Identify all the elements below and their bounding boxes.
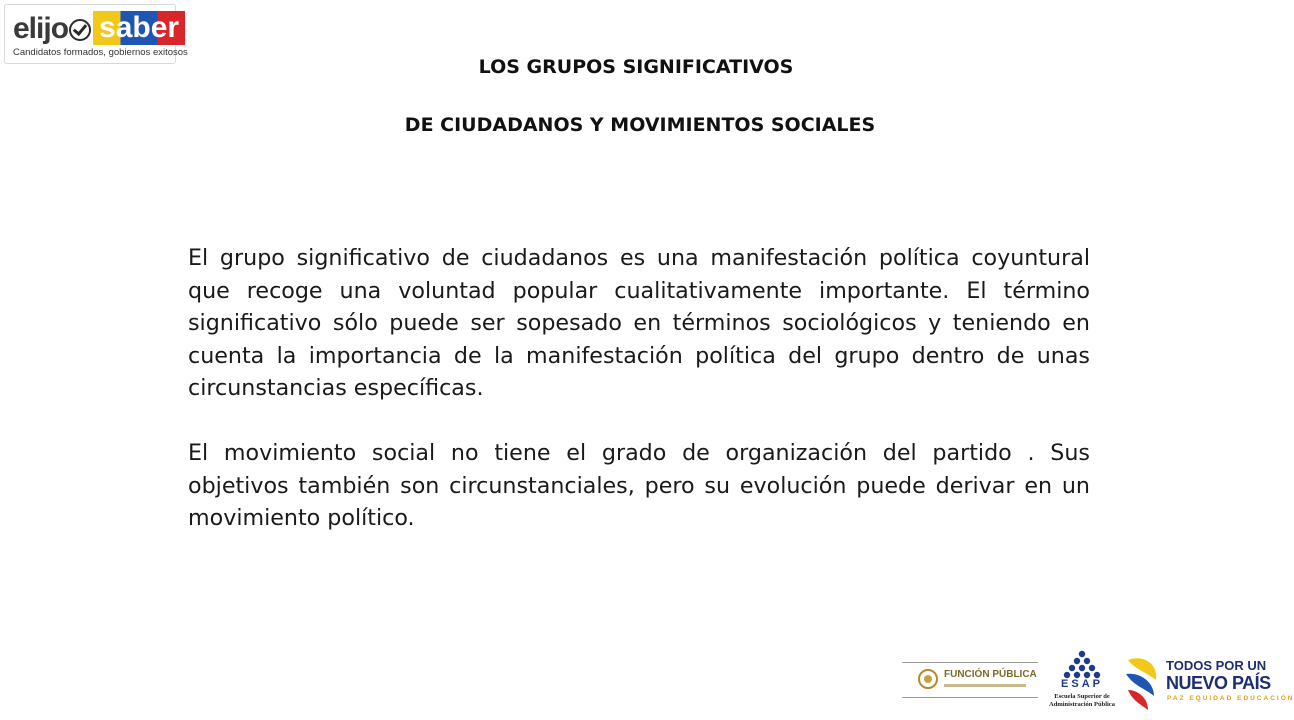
colombia-flag-swoosh-icon (1122, 652, 1162, 712)
esap-logo (1046, 648, 1118, 712)
slide-title-line-1: LOS GRUPOS SIGNIFICATIVOS (478, 56, 794, 78)
slide-title-line-2: DE CIUDADANOS Y MOVIMIENTOS SOCIALES (404, 114, 876, 136)
gov-slogan-line-2: NUEVO PAÍS (1166, 673, 1271, 693)
slide-body (188, 242, 1090, 535)
coat-of-arms-icon (918, 669, 938, 689)
todos-por-un-nuevo-pais-logo (1122, 652, 1294, 714)
funcion-publica-logo (902, 662, 1038, 698)
gov-slogan-line-3: PAZ EQUIDAD EDUCACIÓN (1167, 695, 1294, 702)
logo-wordmark (13, 9, 185, 45)
body-paragraph-2: El movimiento social no tiene el grado de organización del partido . Sus objetivos también son circunstanciales, pero su evolución puede derivar en un movimiento político. (188, 440, 1090, 531)
esap-pyramid-icon (1062, 650, 1102, 680)
check-icon (69, 19, 91, 41)
logo-tagline: Candidatos formados, gobiernos exitosos (13, 47, 188, 58)
esap-acronym: ESAP (1061, 678, 1103, 690)
elijo-saber-logo (4, 4, 188, 64)
esap-name-line-2: Administración Pública (1049, 701, 1115, 708)
funcion-publica-text: FUNCIÓN PÚBLICA (944, 669, 1037, 680)
gov-slogan-line-1: TODOS POR UN (1166, 658, 1267, 673)
esap-name-line-1: Escuela Superior de (1054, 693, 1110, 700)
logo-elijo-text: elijo (13, 12, 69, 45)
body-paragraph-1: El grupo significativo de ciudadanos es una manifestación política coyuntural que recoge una voluntad popular cualitativamente importante. El término significativo sólo puede ser sopesado en términos sociológicos y teniendo en cuenta la importancia de la manifestación política del grupo dentro de unas circunstancias específicas. (188, 245, 1090, 401)
logo-saber-text: saber (93, 11, 185, 45)
funcion-publica-subline (944, 684, 1026, 687)
